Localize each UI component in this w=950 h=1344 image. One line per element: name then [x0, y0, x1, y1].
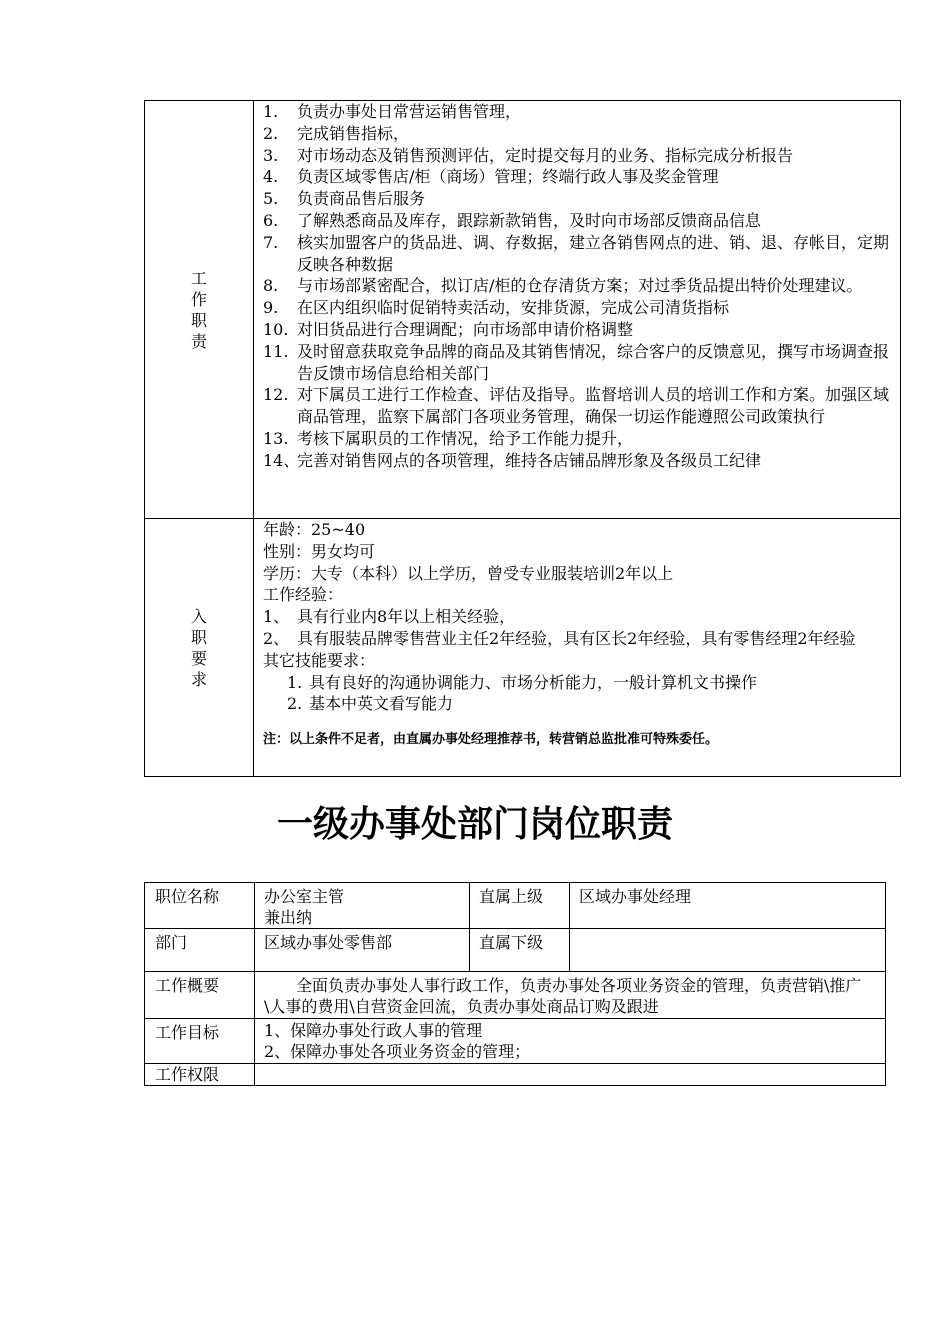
- position-info-table: [144, 882, 886, 1086]
- list-item: 2. 基本中英文看写能力: [287, 694, 454, 714]
- requirements-label-char: 入: [190, 606, 207, 626]
- department-value: 区域办事处零售部: [255, 929, 470, 972]
- list-item: 5. 负责商品售后服务: [263, 189, 426, 209]
- requirements-row: [145, 519, 901, 777]
- list-item: 2. 完成销售指标，: [263, 123, 410, 143]
- duties-label-char: 作: [190, 289, 207, 309]
- duties-row: [145, 101, 901, 519]
- goal-row: [145, 1019, 886, 1064]
- experience-title: 工作经验：: [263, 585, 344, 605]
- list-item: 1、 具有行业内8年以上相关经验，: [263, 607, 516, 627]
- list-item: 14、 完善对销售网点的各项管理，维持各店铺品牌形象及各级员工纪律: [263, 450, 762, 470]
- list-item: 9. 在区内组织临时促销特卖活动，安排货源，完成公司清货指标: [263, 298, 730, 318]
- list-item: 8. 与市场部紧密配合，拟订店/柜的仓存清货方案；对过季货品提出特价处理建议。: [263, 276, 863, 296]
- list-item: 3. 对市场动态及销售预测评估，定时提交每月的业务、指标完成分析报告: [263, 145, 794, 165]
- subordinate-label: 直属下级: [470, 929, 570, 972]
- section-title: 一级办事处部门岗位职责: [276, 804, 673, 845]
- goal-value: [255, 1019, 886, 1064]
- gender-requirement: 性别：男女均可: [263, 541, 376, 561]
- list-item: 11. 及时留意获取竞争品牌的商品及其销售情况，综合客户的反馈意见，撰写市场调查报告反馈市场信息给相关部门: [263, 341, 890, 383]
- duties-label-char: 责: [190, 331, 207, 351]
- job-duties-table: [144, 100, 901, 777]
- list-item: 1. 具有良好的沟通协调能力、市场分析能力，一般计算机文书操作: [287, 672, 758, 692]
- list-item: 7. 核实加盟客户的货品进、调、存数据，建立各销售网点的进、销、退、存帐目，定期反映各种数据: [263, 232, 890, 274]
- list-item: 2、 具有服装品牌零售营业主任2年经验，具有区长2年经验，具有零售经理2年经验: [263, 628, 856, 648]
- list-item: 10. 对旧货品进行合理调配；向市场部申请价格调整: [263, 319, 634, 339]
- skills-title: 其它技能要求：: [263, 650, 376, 670]
- position-value: [255, 883, 470, 929]
- duties-label-char: 职: [190, 310, 207, 330]
- list-item: 12. 对下属员工进行工作检查、评估及指导。监督培训人员的培训工作和方案。加强区域商品管理，监察下属部门各项业务管理，确保一切运作能遵照公司政策执行: [263, 385, 890, 427]
- position-value-line: 办公室主管: [264, 887, 345, 906]
- position-value-line: 兼出纳: [264, 908, 313, 927]
- list-item: 1. 负责办事处日常营运销售管理，: [263, 102, 522, 121]
- position-row: [145, 883, 886, 929]
- goal-label: 工作目标: [145, 1019, 255, 1064]
- superior-label: 直属上级: [470, 883, 570, 929]
- list-item: 6. 了解熟悉商品及库存，跟踪新款销售，及时向市场部反馈商品信息: [263, 210, 762, 230]
- subordinate-value: [570, 929, 886, 972]
- authority-value: [255, 1064, 886, 1086]
- position-label: 职位名称: [145, 883, 255, 929]
- requirements-content: [254, 519, 901, 777]
- requirements-label: [145, 519, 254, 777]
- duties-list: [254, 101, 901, 519]
- requirements-label-char: 求: [190, 669, 207, 689]
- age-requirement: 年龄：25~40: [263, 520, 366, 539]
- department-label: 部门: [145, 929, 255, 972]
- requirements-label-char: 职: [190, 627, 207, 647]
- authority-row: [145, 1064, 886, 1086]
- overview-row: [145, 972, 886, 1019]
- list-item: 4. 负责区域零售店/柜（商场）管理；终端行政人事及奖金管理: [263, 167, 719, 187]
- education-requirement: 学历：大专（本科）以上学历，曾受专业服装培训2年以上: [263, 563, 674, 583]
- requirements-label-char: 要: [190, 648, 207, 668]
- goal-item: 1、保障办事处行政人事的管理: [264, 1021, 483, 1040]
- duties-label-char: 工: [190, 268, 207, 288]
- list-item: 13. 考核下属职员的工作情况，给予工作能力提升，: [263, 428, 634, 448]
- overview-label: 工作概要: [145, 972, 255, 1019]
- authority-label: 工作权限: [145, 1064, 255, 1086]
- goal-item: 2、保障办事处各项业务资金的管理；: [264, 1042, 531, 1061]
- department-row: [145, 929, 886, 972]
- overview-value: 全面负责办事处人事行政工作，负责办事处各项业务资金的管理，负责营销\推广\人事的费用\自营资金回流，负责办事处商品订购及跟进: [255, 972, 886, 1019]
- duties-label: [145, 101, 254, 519]
- requirements-note: 注：以上条件不足者，由直属办事处经理推荐书，转营销总监批准可特殊委任。: [263, 732, 719, 748]
- superior-value: 区域办事处经理: [570, 883, 886, 929]
